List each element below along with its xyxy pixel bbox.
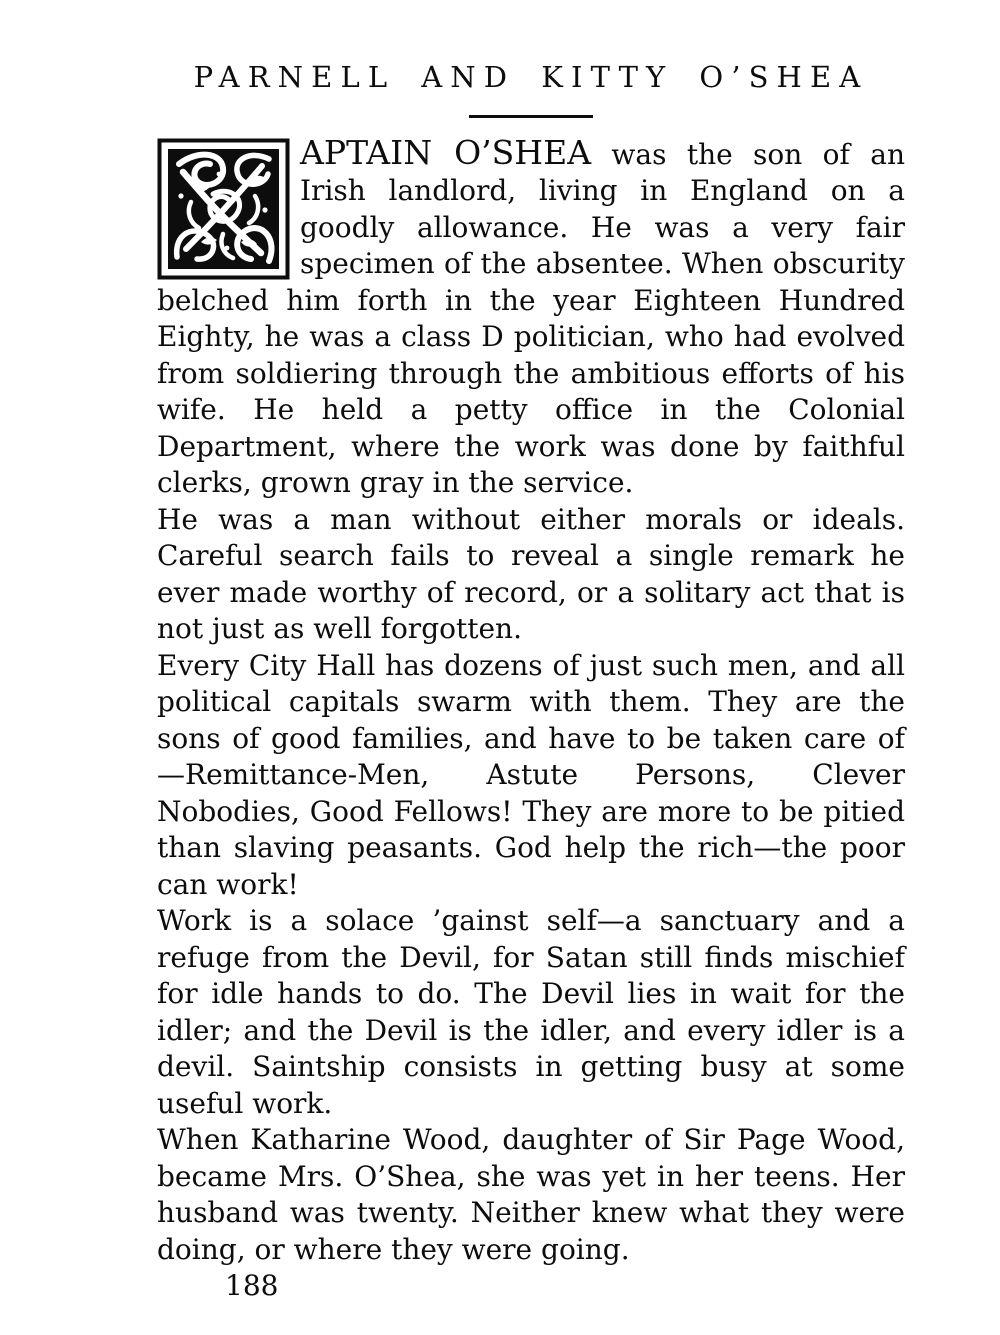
paragraph: When Katharine Wood, daughter of Sir Page Wood, became Mrs. O’Shea, she was yet in her teens. Her husband was twenty. Neither knew what they were doing, or where they were going. [157,1123,905,1266]
paragraph-lead-caps: APTAIN O’SHEA [300,132,592,172]
paragraph: Work is a solace ’gainst self—a sanctuary and a refuge from the Devil, for Satan still finds mischief for idle hands to do. The Devil lies in wait for the idler; and the Devil is the idler, and every idler is a devil. Saintship consists in getting busy at some useful work. [157,904,905,1120]
dropcap-ornament-icon [157,138,290,280]
text-column [157,60,905,1305]
page-number: 188 [225,1269,279,1303]
title-rule-divider [469,115,593,118]
paragraph [157,132,905,502]
page-title: PARNELL AND KITTY O’SHEA [193,60,869,94]
paragraph: Every City Hall has dozens of just such men, and all political capitals swarm with them. They are the sons of good families, and have to be taken care of—Remittance-Men, Astute Persons, Clever Nobodies, Good Fellows! They are more to be pitied than slaving peasants. God help the rich—the poor can work! [157,648,905,901]
paragraph: He was a man without either morals or ideals. Careful search fails to reveal a single remark he ever made worthy of record, or a solitary act that is not just as well forgotten. [157,502,905,646]
paragraph-text: was the son of an Irish landlord, living in England on a goodly allowance. He was a very fair specimen of the absentee. When obscurity belched him forth in the year Eighteen Hundred Eighty, he was a class D politician, who had evolved from soldiering through the ambitious efforts of his wife. He held a petty office in the Colonial Department, where the work was done by faithful clerks, grown gray in the service. [157,137,905,500]
body-text [157,132,905,1269]
